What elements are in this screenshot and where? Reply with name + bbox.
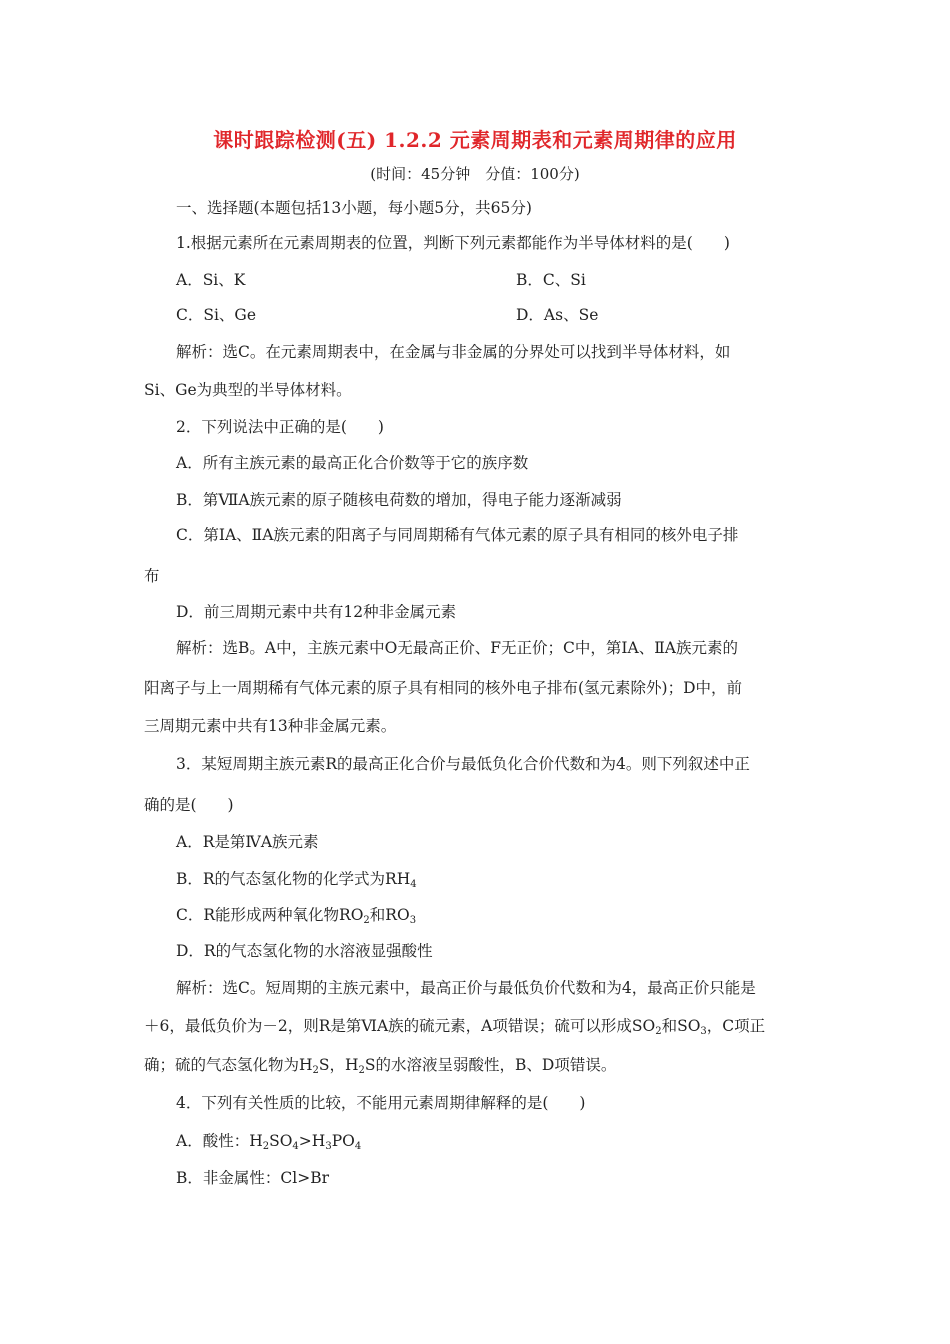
section-heading: 一、选择题(本题包括13小题，每小题5分，共65分) <box>176 199 532 217</box>
page-subtitle: (时间：45分钟 分值：100分) <box>370 165 580 183</box>
q1-explanation-line2: Si、Ge为典型的半导体材料。 <box>144 381 352 399</box>
q2-stem: 2．下列说法中正确的是( ) <box>176 418 384 436</box>
q3-explanation-line2: ＋6，最低负价为－2，则R是第ⅥA族的硫元素，A项错误；硫可以形成$SO_2$和$SO_3$，C项正 <box>144 1017 766 1037</box>
q2-option-a: A．所有主族元素的最高正化合价数等于它的族序数 <box>176 454 529 472</box>
q3-option-b: B．R的气态氢化物的化学式为$RH_4$ <box>176 870 417 890</box>
q4-option-b: B．非金属性：Cl>Br <box>176 1169 329 1187</box>
q1-option-b: B．C、Si <box>516 271 586 289</box>
q1-explanation-line1: 解析：选C。在元素周期表中，在金属与非金属的分界处可以找到半导体材料，如 <box>176 343 731 361</box>
q2-option-c-line2: 布 <box>144 567 160 585</box>
q3-explanation-line3: 确；硫的气态氢化物为$H_2S$，$H_2S$的水溶液呈弱酸性，B、D项错误。 <box>144 1056 617 1076</box>
q4-stem: 4．下列有关性质的比较，不能用元素周期律解释的是( ) <box>176 1094 586 1112</box>
q3-explanation-line1: 解析：选C。短周期的主族元素中，最高正价与最低负价代数和为4，最高正价只能是 <box>176 979 756 997</box>
q2-explanation-line2: 阳离子与上一周期稀有气体元素的原子具有相同的核外电子排布(氢元素除外)；D中，前 <box>144 679 743 697</box>
page-title: 课时跟踪检测(五) 1.2.2 元素周期表和元素周期律的应用 <box>213 128 737 152</box>
q2-option-b: B．第ⅦA族元素的原子随核电荷数的增加，得电子能力逐渐减弱 <box>176 491 622 509</box>
q3-option-c: C．R能形成两种氧化物$RO_2$和$RO_3$ <box>176 906 417 926</box>
q1-option-c: C．Si、Ge <box>176 306 256 324</box>
q1-option-d: D．As、Se <box>516 306 599 324</box>
q2-option-c-line1: C．第ⅠA、ⅡA族元素的阳离子与同周期稀有气体元素的原子具有相同的核外电子排 <box>176 526 739 544</box>
q1-stem: 1.根据元素所在元素周期表的位置，判断下列元素都能作为半导体材料的是( ) <box>176 234 730 252</box>
q3-stem-line1: 3．某短周期主族元素R的最高正化合价与最低负化合价代数和为4。则下列叙述中正 <box>176 755 750 773</box>
q3-option-d: D．R的气态氢化物的水溶液显强酸性 <box>176 942 433 960</box>
q3-stem-line2: 确的是( ) <box>144 796 234 814</box>
q2-explanation-line3: 三周期元素中共有13种非金属元素。 <box>144 717 397 735</box>
q2-explanation-line1: 解析：选B。A中，主族元素中O无最高正价、F无正价；C中，第ⅠA、ⅡA族元素的 <box>176 639 738 657</box>
q2-option-d: D．前三周期元素中共有12种非金属元素 <box>176 603 457 621</box>
q3-option-a: A．R是第ⅣA族元素 <box>176 833 319 851</box>
q4-option-a: A．酸性：$H_2SO_4>H_3PO_4$ <box>176 1132 362 1152</box>
q1-option-a: A．Si、K <box>176 271 246 289</box>
